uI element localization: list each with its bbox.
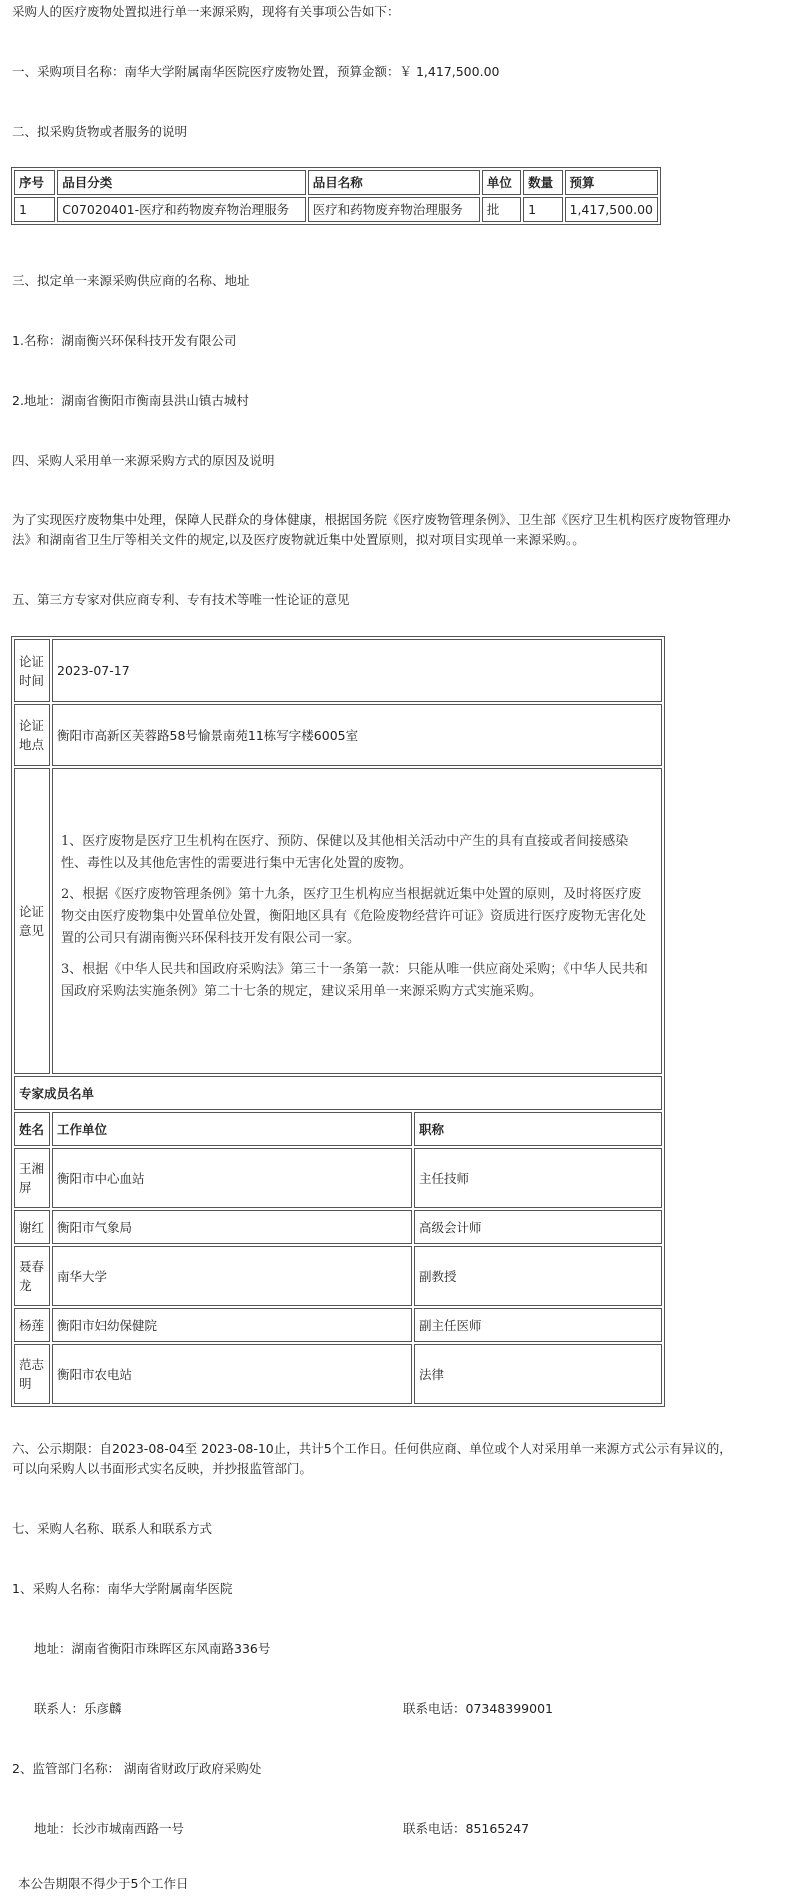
header-cell: 姓名 [14,1112,50,1146]
header-cell: 单位 [482,170,521,195]
opinion-paragraph: 2、根据《医疗废物管理条例》第十九条，医疗卫生机构应当根据就近集中处置的原则，及时将医疗废物交由医疗废物集中处置单位处置，衡阳地区具有《危险废物经营许可证》资质进行医疗废物无害化处置的公司只有湖南衡兴环保科技开发有限公司一家。 [61,886,647,946]
header-cell: 数量 [523,170,562,195]
expert-title: 副教授 [414,1246,662,1306]
expert-name: 杨莲 [14,1308,50,1342]
expert-unit: 衡阳市农电站 [52,1344,412,1404]
header-cell: 预算 [565,170,659,195]
table-cell: C07020401-医疗和药物废弃物治理服务 [57,197,306,222]
supervisor-phone: 联系电话：85165247 [403,1821,530,1836]
table-cell: 医疗和药物废弃物治理服务 [308,197,480,222]
table-row [14,639,662,702]
supervisor-name: 2、监管部门名称： 湖南省财政厅政府采购处 [12,1761,262,1776]
opinion-paragraph: 3、根据《中华人民共和国政府采购法》第三十一条第一款：只能从唯一供应商处采购；《中华人民共和国政府采购法实施条例》第二十七条的规定，建议采用单一来源采购方式实施采购。 [61,961,648,999]
place-value: 衡阳市高新区芙蓉路58号愉景南苑11栋写字楼6005室 [52,704,662,766]
table-row [14,1246,662,1306]
section1-project: 一、采购项目名称：南华大学附属南华医院医疗废物处置，预算金额：￥ 1,417,500.00 [12,64,500,79]
section6-notice-period: 六、公示期限：自2023-08-04至 2023-08-10止，共计5个工作日。任何供应商、单位或个人对采用单一来源方式公示有异议的，可以向采购人以书面形式实名反映，并抄报监管部门。 [12,1441,732,1476]
supervisor-address: 地址：长沙市城南西路一号 [34,1821,185,1836]
table-cell: 1 [523,197,562,222]
purchaser-name: 1、采购人名称：南华大学附属南华医院 [12,1581,233,1596]
header-cell: 序号 [14,170,55,195]
opinion-paragraph: 1、医疗废物是医疗卫生机构在医疗、预防、保健以及其他相关活动中产生的具有直接或者间接感染性、毒性以及其他危害性的需要进行集中无害化处置的废物。 [61,833,629,871]
header-cell: 品目分类 [57,170,306,195]
expert-title: 主任技师 [414,1148,662,1208]
opinion-table [11,636,665,1407]
table-row [14,768,662,1074]
intro-text: 采购人的医疗废物处置拟进行单一来源采购，现将有关事项公告如下： [12,4,400,19]
table-row [14,1344,662,1404]
time-value: 2023-07-17 [52,639,662,702]
expert-name: 王湘屏 [14,1148,50,1208]
table-cell: 批 [482,197,521,222]
header-cell: 职称 [414,1112,662,1146]
expert-title: 高级会计师 [414,1210,662,1244]
supplier-address: 2.地址：湖南省衡阳市衡南县洪山镇古城村 [12,393,249,408]
place-label: 论证地点 [14,704,50,766]
expert-name: 范志明 [14,1344,50,1404]
items-table [11,167,661,225]
table-header-row [14,1112,662,1146]
header-cell: 品目名称 [308,170,480,195]
table-row [14,1076,662,1110]
table-row [14,1210,662,1244]
purchaser-address: 地址：湖南省衡阳市珠晖区东风南路336号 [34,1641,271,1656]
section5-heading: 五、第三方专家对供应商专利、专有技术等唯一性论证的意见 [12,592,350,607]
table-row [14,197,658,222]
expert-name: 谢红 [14,1210,50,1244]
expert-unit: 衡阳市妇幼保健院 [52,1308,412,1342]
table-row [14,704,662,766]
purchaser-phone: 联系电话：07348399001 [403,1701,553,1716]
expert-unit: 衡阳市气象局 [52,1210,412,1244]
opinion-label: 论证意见 [14,768,50,1074]
time-label: 论证时间 [14,639,50,702]
expert-title: 副主任医师 [414,1308,662,1342]
expert-unit: 衡阳市中心血站 [52,1148,412,1208]
table-row [14,1308,662,1342]
opinion-content [52,768,662,1074]
supplier-name: 1.名称：湖南衡兴环保科技开发有限公司 [12,333,237,348]
section4-heading: 四、采购人采用单一来源采购方式的原因及说明 [12,453,275,468]
experts-title: 专家成员名单 [14,1076,662,1110]
table-row [14,1148,662,1208]
section3-heading: 三、拟定单一来源采购供应商的名称、地址 [12,273,250,288]
section7-heading: 七、采购人名称、联系人和联系方式 [12,1521,213,1536]
table-cell: 1,417,500.00 [565,197,659,222]
section2-heading: 二、拟采购货物或者服务的说明 [12,124,188,139]
reason-paragraph: 为了实现医疗废物集中处理，保障人民群众的身体健康，根据国务院《医疗废物管理条例》、卫生部《医疗卫生机构医疗废物管理办法》和湖南省卫生厅等相关文件的规定,以及医疗废物就近集中处置原则，拟对项目实现单一来源采购。。 [12,512,731,547]
table-cell: 1 [14,197,55,222]
table-header-row [14,170,658,195]
expert-name: 聂春龙 [14,1246,50,1306]
footer-note: 本公告期限不得少于5个工作日 [18,1876,189,1891]
expert-unit: 南华大学 [52,1246,412,1306]
expert-title: 法律 [414,1344,662,1404]
purchaser-contact: 联系人：乐彦麟 [34,1701,122,1716]
header-cell: 工作单位 [52,1112,412,1146]
